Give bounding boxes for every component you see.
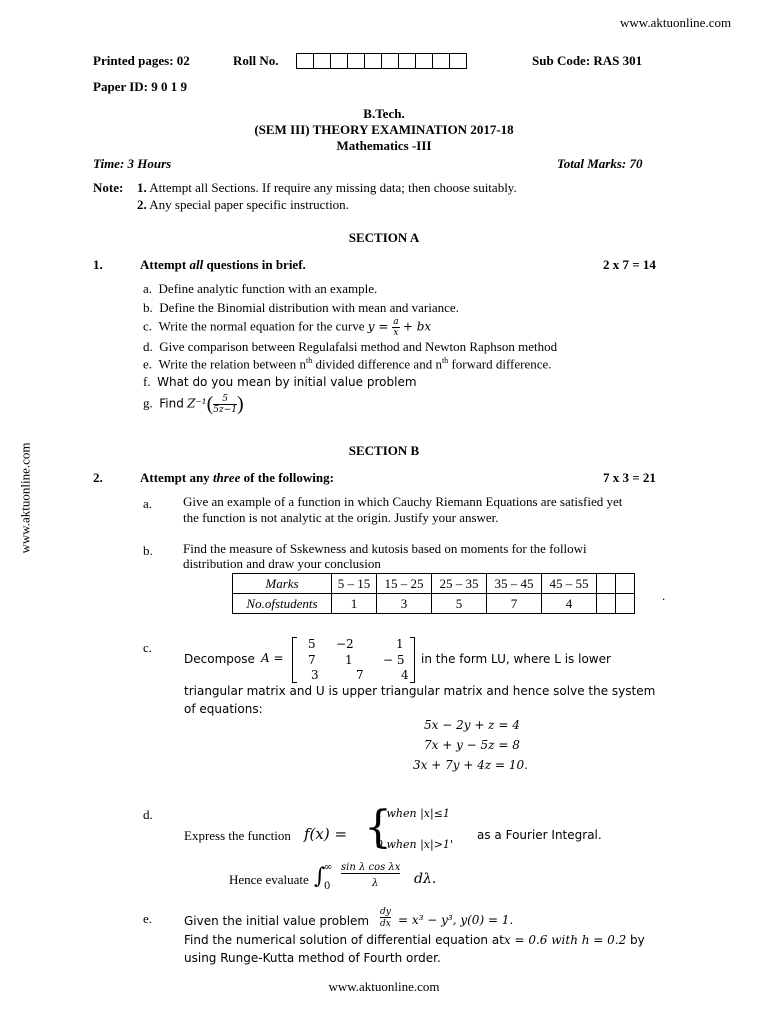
q2a-line2: the function is not analytic at the origin. Justify your answer. (183, 510, 499, 525)
q2d-pre: Express the function (184, 828, 291, 843)
q2c-A: A = (261, 651, 284, 665)
note-2: 2. Any special paper specific instruction. (137, 197, 349, 212)
matrix-r1c1: 1 (345, 653, 353, 667)
integral-denominator: λ (372, 878, 379, 889)
q2e-pre: Given the initial value problem (184, 914, 370, 928)
q1-heading: Attempt all questions in brief. (140, 257, 306, 272)
note-1: 1. Attempt all Sections. If require any missing data; then choose suitably. (137, 180, 517, 195)
table-dot: . (662, 588, 666, 603)
matrix-r2c2: 4 (401, 668, 409, 682)
equation-3: 3x + 7y + 4z = 10. (413, 758, 528, 772)
q2d-fx: f(x) = (304, 825, 348, 843)
integral-numerator: sin λ cos λx (341, 862, 401, 873)
q2e-post: = x³ − y³, y(0) = 1. (398, 913, 514, 927)
q2b-line2: distribution and draw your conclusion (183, 556, 381, 571)
matrix-r0c0: 5 (308, 637, 316, 651)
exam-title: (SEM III) THEORY EXAMINATION 2017-18 (254, 122, 514, 137)
q2d-hence: Hence evaluate (229, 872, 309, 887)
q2e-den: dx (380, 919, 391, 929)
integral-tail: dλ. (414, 871, 437, 887)
q1-number: 1. (93, 257, 103, 272)
integral-lower: 0 (324, 881, 331, 892)
q2a-label: a. (143, 496, 153, 511)
q2c-decompose: Decompose (184, 652, 255, 666)
q1f: f. What do you mean by initial value problem (143, 374, 417, 389)
q2-number: 2. (93, 470, 103, 485)
time: Time: 3 Hours (93, 156, 172, 171)
q1g: g. Find Z⁻¹( $\frac{5}{5z-1}$ ) (143, 393, 244, 415)
q1e: e. Write the relation between $n^{th}$ divided difference and $n^{th}$ forward difference. (143, 356, 552, 372)
bottom-watermark: www.aktuonline.com (328, 979, 440, 994)
piecewise-brace: { (364, 802, 392, 853)
note-label: Note: (93, 180, 124, 195)
side-watermark: www.aktuonline.com (17, 442, 33, 554)
matrix-r0c1: −2 (336, 637, 354, 651)
subject: Mathematics -III (336, 138, 432, 153)
equation-1: 5x − 2y + z = 4 (424, 718, 520, 732)
q1b: b. Define the Binomial distribution with mean and variance. (143, 300, 459, 315)
equation-2: 7x + y − 5z = 8 (424, 738, 520, 752)
q2e-num: dy (380, 907, 391, 917)
marks-table (232, 573, 635, 614)
degree: B.Tech. (363, 106, 405, 121)
matrix-r1c2: − 5 (383, 653, 405, 667)
q2d-case1: 1 when |x|≤1 (376, 807, 450, 820)
roll-no-label: Roll No. (233, 53, 279, 68)
q2d-post: as a Fourier Integral. (477, 828, 602, 842)
matrix-left-bracket (292, 637, 297, 683)
q2-heading: Attempt any three of the following: (140, 470, 334, 485)
matrix-r1c0: 7 (308, 653, 316, 667)
table-row: No.ofstudents 1 3 5 7 4 (233, 594, 635, 614)
table-row: Marks 5 – 15 15 – 25 25 – 35 35 – 45 45 – 55 (233, 574, 635, 594)
q2a-line1: Give an example of a function in which Cauchy Riemann Equations are satisfied yet (183, 494, 623, 509)
integral-sign: ∫ (314, 864, 326, 889)
q2b-label: b. (143, 543, 153, 558)
q2d-case2: 0 when |x|>1' (376, 838, 453, 851)
q2e-line2: Find the numerical solution of differential equation atx = 0.6 with h = 0.2 by (184, 933, 645, 947)
q2c-line3: of equations: (184, 702, 263, 716)
q2b-line1: Find the measure of Sskewness and kutosis based on moments for the followi (183, 541, 587, 556)
matrix-r2c1: 7 (356, 668, 364, 682)
q1a: a. Define analytic function with an example. (143, 281, 378, 296)
integral-upper: ∞ (324, 862, 333, 873)
q2e-line3: using Runge-Kutta method of Fourth order. (184, 951, 441, 965)
q2c-label: c. (143, 640, 153, 655)
top-watermark: www.aktuonline.com (620, 15, 732, 30)
q2c-line2: triangular matrix and U is upper triangular matrix and hence solve the system (184, 684, 656, 698)
section-a-title: SECTION A (348, 230, 420, 245)
q1-marks: 2 x 7 = 14 (603, 257, 656, 272)
q2d-label: d. (143, 807, 153, 822)
paper-id: Paper ID: 9 0 1 9 (93, 79, 188, 94)
printed-pages: Printed pages: 02 (93, 53, 190, 68)
q1d: d. Give comparison between Regulafalsi method and Newton Raphson method (143, 339, 558, 354)
q2e-label: e. (143, 911, 153, 926)
q2c-post: in the form LU, where L is lower (421, 652, 611, 666)
section-b-title: SECTION B (348, 443, 420, 458)
matrix-right-bracket (410, 637, 415, 683)
matrix-r0c2: 1 (396, 637, 404, 651)
q1c: c. Write the normal equation for the curve y = $\frac{a}{x}$ + bx (143, 317, 432, 338)
roll-no-boxes[interactable] (296, 53, 467, 69)
sub-code: Sub Code: RAS 301 (532, 53, 643, 68)
q2-marks: 7 x 3 = 21 (603, 470, 656, 485)
total-marks: Total Marks: 70 (557, 156, 643, 171)
matrix-r2c0: 3 (311, 668, 319, 682)
